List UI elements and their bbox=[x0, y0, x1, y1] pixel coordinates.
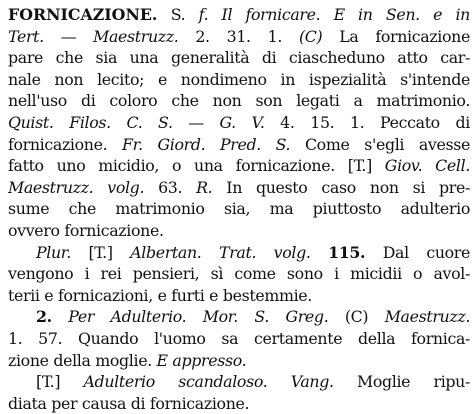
entry-line-10: sume che matrimonio sia, ma piuttosto adulterio bbox=[8, 199, 470, 219]
entry-line-4: nale non lecito; e nondimeno in ispezialità s'intende bbox=[8, 69, 470, 89]
entry-line-12: Plur. [T.] Albertan. Trat. volg. 115. Dal cuore bbox=[36, 242, 470, 262]
entry-line-2: Tert. — Maestruzz. 2. 31. 1. (C) La fornicazione bbox=[8, 26, 470, 46]
entry-line-1: FORNICAZIONE. S. f. Il fornicare. E in Sen. e in bbox=[8, 5, 470, 24]
entry-line-9: Maestruzz. volg. 63. R. In questo caso non si pre- bbox=[8, 177, 470, 197]
entry-line-11: ovvero fornicazione. bbox=[8, 220, 164, 240]
entry-line-6: Quist. Filos. C. S. — G. V. 4. 15. 1. Peccato di bbox=[8, 112, 470, 132]
entry-line-3: pare che sia una generalità di ciascheduno atto car- bbox=[8, 48, 470, 68]
entry-line-14: terii e fornicazioni, e furti e bestemmie. bbox=[8, 285, 312, 305]
entry-line-16: 1. 57. Quando l'uomo sa certamente della fornica- bbox=[8, 328, 470, 348]
entry-line-17: zione della moglie. E appresso. bbox=[8, 350, 247, 370]
entry-line-19: diata per causa di fornicazione. bbox=[8, 393, 250, 413]
entry-line-13: vengono i rei pensieri, sì come sono i micidii o avol- bbox=[8, 264, 470, 284]
entry-line-15: 2. Per Adulterio. Mor. S. Greg. (C) Maestruzz. bbox=[36, 307, 470, 327]
headword: FORNICAZIONE. bbox=[8, 5, 158, 24]
entry-line-18: [T.] Adulterio scandaloso. Vang. Moglie ripu- bbox=[36, 372, 470, 392]
entry-line-7: fornicazione. Fr. Giord. Pred. S. Come s'egli avesse bbox=[8, 134, 470, 154]
entry-line-5: nell'uso di coloro che non son legati a matrimonio. bbox=[8, 91, 470, 111]
entry-line-8: fatto uno micidio, o una fornicazione. [T.] Giov. Cell. bbox=[8, 156, 470, 176]
